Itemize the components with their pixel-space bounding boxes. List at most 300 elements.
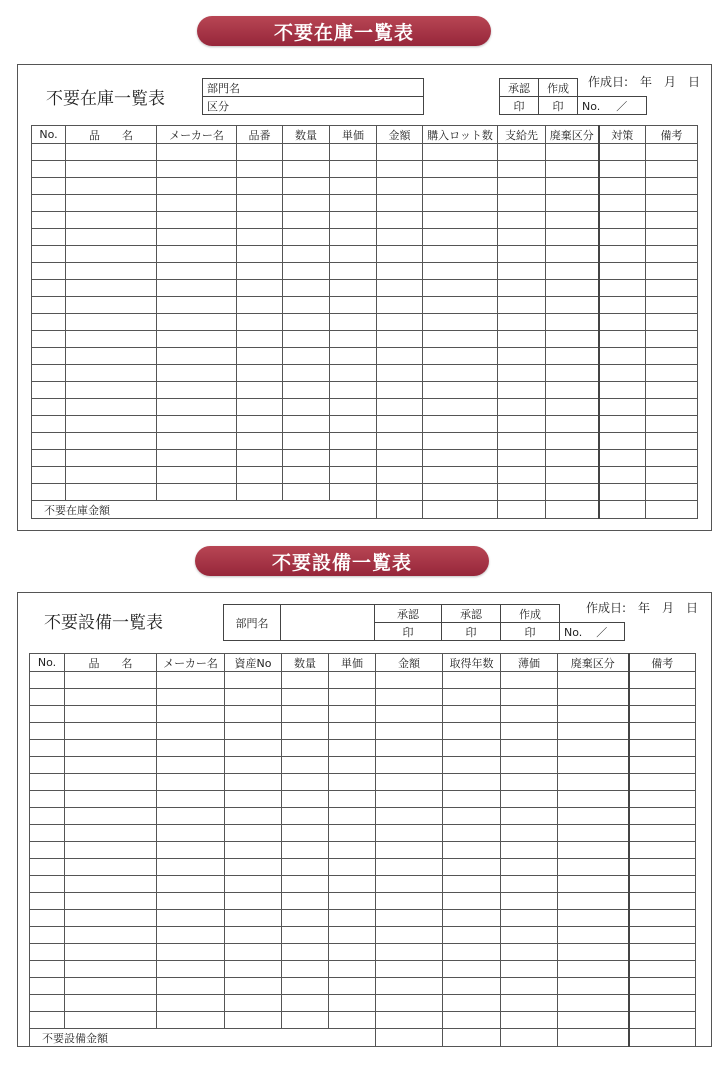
table-cell[interactable] [237,450,283,467]
table-cell[interactable] [157,740,225,757]
table-cell[interactable] [283,144,330,161]
table-cell[interactable] [376,842,443,859]
table-cell[interactable] [157,893,225,910]
table-cell[interactable] [423,263,498,280]
table-cell[interactable] [546,331,599,348]
table-cell[interactable] [283,229,330,246]
table-cell[interactable] [546,399,599,416]
table-cell[interactable] [377,484,423,501]
table-cell[interactable] [558,961,629,978]
table-cell[interactable] [329,961,376,978]
table-cell[interactable] [558,944,629,961]
table-cell[interactable] [283,365,330,382]
table-cell[interactable] [157,144,237,161]
table-cell[interactable] [646,195,698,212]
table-cell[interactable] [558,672,629,689]
table-cell[interactable] [501,859,558,876]
table-cell[interactable] [283,331,330,348]
table-cell[interactable] [377,144,423,161]
table-cell[interactable] [443,978,501,995]
table-cell[interactable] [330,314,377,331]
table-cell[interactable] [629,995,696,1012]
table-cell[interactable] [376,706,443,723]
table-cell[interactable] [329,740,376,757]
table-cell[interactable] [66,382,157,399]
table-cell[interactable] [157,348,237,365]
total-cell[interactable] [423,501,498,519]
table-cell[interactable] [32,348,66,365]
table-cell[interactable] [376,893,443,910]
table-cell[interactable] [629,808,696,825]
table-cell[interactable] [157,944,225,961]
total-cell[interactable] [646,501,698,519]
table-cell[interactable] [65,910,157,927]
total-cell[interactable] [443,1029,501,1047]
table-cell[interactable] [32,144,66,161]
table-cell[interactable] [423,229,498,246]
dept-name-field[interactable]: 部門名 [203,79,424,97]
table-cell[interactable] [32,297,66,314]
table-cell[interactable] [423,246,498,263]
table-cell[interactable] [558,774,629,791]
table-cell[interactable] [32,195,66,212]
table-cell[interactable] [30,825,65,842]
table-cell[interactable] [376,927,443,944]
table-cell[interactable] [443,944,501,961]
total-cell[interactable] [629,1029,696,1047]
table-cell[interactable] [443,859,501,876]
table-cell[interactable] [377,314,423,331]
table-cell[interactable] [32,178,66,195]
table-cell[interactable] [501,706,558,723]
table-cell[interactable] [237,365,283,382]
table-cell[interactable] [629,876,696,893]
table-cell[interactable] [65,927,157,944]
table-cell[interactable] [629,927,696,944]
table-cell[interactable] [558,995,629,1012]
table-cell[interactable] [646,297,698,314]
table-cell[interactable] [283,263,330,280]
table-cell[interactable] [66,314,157,331]
table-cell[interactable] [501,910,558,927]
table-cell[interactable] [599,365,646,382]
table-cell[interactable] [498,484,546,501]
table-cell[interactable] [546,382,599,399]
table-cell[interactable] [330,195,377,212]
table-cell[interactable] [377,195,423,212]
table-cell[interactable] [376,859,443,876]
table-cell[interactable] [423,144,498,161]
table-cell[interactable] [283,246,330,263]
table-cell[interactable] [66,331,157,348]
table-cell[interactable] [377,348,423,365]
table-cell[interactable] [330,484,377,501]
table-cell[interactable] [599,348,646,365]
table-cell[interactable] [376,825,443,842]
table-cell[interactable] [282,689,329,706]
table-cell[interactable] [225,808,282,825]
table-cell[interactable] [443,774,501,791]
table-cell[interactable] [501,995,558,1012]
table-cell[interactable] [65,808,157,825]
table-cell[interactable] [423,314,498,331]
table-cell[interactable] [629,978,696,995]
table-cell[interactable] [30,893,65,910]
table-cell[interactable] [329,910,376,927]
table-cell[interactable] [283,467,330,484]
classification-field[interactable]: 区分 [203,97,424,115]
table-cell[interactable] [283,416,330,433]
table-cell[interactable] [157,280,237,297]
table-cell[interactable] [32,450,66,467]
table-cell[interactable] [423,297,498,314]
table-cell[interactable] [283,178,330,195]
table-cell[interactable] [157,910,225,927]
table-cell[interactable] [376,910,443,927]
table-cell[interactable] [282,876,329,893]
table-cell[interactable] [423,450,498,467]
table-cell[interactable] [330,365,377,382]
table-cell[interactable] [330,399,377,416]
table-cell[interactable] [629,910,696,927]
table-cell[interactable] [443,910,501,927]
table-cell[interactable] [329,944,376,961]
table-cell[interactable] [157,467,237,484]
table-cell[interactable] [30,1012,65,1029]
table-cell[interactable] [282,995,329,1012]
table-cell[interactable] [157,450,237,467]
table-cell[interactable] [66,246,157,263]
table-cell[interactable] [599,144,646,161]
table-cell[interactable] [599,382,646,399]
table-cell[interactable] [599,212,646,229]
table-cell[interactable] [376,774,443,791]
table-cell[interactable] [225,740,282,757]
table-cell[interactable] [225,859,282,876]
table-cell[interactable] [330,348,377,365]
table-cell[interactable] [646,263,698,280]
table-cell[interactable] [329,927,376,944]
table-cell[interactable] [157,876,225,893]
table-cell[interactable] [646,212,698,229]
table-cell[interactable] [32,467,66,484]
table-cell[interactable] [65,893,157,910]
table-cell[interactable] [65,774,157,791]
table-cell[interactable] [330,467,377,484]
table-cell[interactable] [546,467,599,484]
table-cell[interactable] [282,791,329,808]
table-cell[interactable] [237,178,283,195]
table-cell[interactable] [329,672,376,689]
table-cell[interactable] [377,433,423,450]
table-cell[interactable] [66,144,157,161]
table-cell[interactable] [498,399,546,416]
table-cell[interactable] [157,859,225,876]
table-cell[interactable] [330,280,377,297]
table-cell[interactable] [237,331,283,348]
table-cell[interactable] [558,842,629,859]
table-cell[interactable] [546,348,599,365]
table-cell[interactable] [282,723,329,740]
table-cell[interactable] [329,706,376,723]
table-cell[interactable] [443,706,501,723]
table-cell[interactable] [66,416,157,433]
table-cell[interactable] [225,893,282,910]
table-cell[interactable] [282,672,329,689]
table-cell[interactable] [225,910,282,927]
table-cell[interactable] [330,144,377,161]
table-cell[interactable] [157,774,225,791]
table-cell[interactable] [546,212,599,229]
table-cell[interactable] [32,484,66,501]
table-cell[interactable] [329,791,376,808]
table-cell[interactable] [423,195,498,212]
table-cell[interactable] [599,229,646,246]
table-cell[interactable] [498,382,546,399]
table-cell[interactable] [646,331,698,348]
table-cell[interactable] [225,689,282,706]
table-cell[interactable] [30,910,65,927]
table-cell[interactable] [237,416,283,433]
table-cell[interactable] [329,859,376,876]
table-cell[interactable] [377,382,423,399]
table-cell[interactable] [225,961,282,978]
total-cell[interactable] [599,501,646,519]
table-cell[interactable] [376,876,443,893]
table-cell[interactable] [501,1012,558,1029]
table-cell[interactable] [157,825,225,842]
table-cell[interactable] [225,978,282,995]
total-cell[interactable] [501,1029,558,1047]
table-cell[interactable] [377,212,423,229]
table-cell[interactable] [599,399,646,416]
table-cell[interactable] [546,365,599,382]
table-cell[interactable] [629,859,696,876]
table-cell[interactable] [283,195,330,212]
table-cell[interactable] [157,808,225,825]
table-cell[interactable] [32,161,66,178]
table-cell[interactable] [32,399,66,416]
table-cell[interactable] [646,416,698,433]
table-cell[interactable] [558,859,629,876]
table-cell[interactable] [237,467,283,484]
table-cell[interactable] [501,944,558,961]
table-cell[interactable] [157,995,225,1012]
table-cell[interactable] [282,859,329,876]
table-cell[interactable] [646,178,698,195]
table-cell[interactable] [558,757,629,774]
table-cell[interactable] [629,706,696,723]
table-cell[interactable] [157,791,225,808]
table-cell[interactable] [501,825,558,842]
table-cell[interactable] [599,161,646,178]
table-cell[interactable] [599,484,646,501]
table-cell[interactable] [501,740,558,757]
table-cell[interactable] [330,263,377,280]
table-cell[interactable] [558,706,629,723]
table-cell[interactable] [423,382,498,399]
table-cell[interactable] [629,774,696,791]
table-cell[interactable] [65,876,157,893]
table-cell[interactable] [558,893,629,910]
table-cell[interactable] [157,331,237,348]
table-cell[interactable] [546,246,599,263]
table-cell[interactable] [30,995,65,1012]
table-cell[interactable] [237,382,283,399]
table-cell[interactable] [423,399,498,416]
table-cell[interactable] [443,995,501,1012]
table-cell[interactable] [30,672,65,689]
table-cell[interactable] [558,978,629,995]
table-cell[interactable] [558,910,629,927]
table-cell[interactable] [157,433,237,450]
table-cell[interactable] [423,212,498,229]
table-cell[interactable] [629,961,696,978]
create-seal[interactable]: 印 [501,623,560,641]
form-number-field[interactable] [560,623,625,641]
table-cell[interactable] [377,331,423,348]
total-cell[interactable] [376,1029,443,1047]
table-cell[interactable] [30,808,65,825]
table-cell[interactable] [66,263,157,280]
table-cell[interactable] [157,161,237,178]
table-cell[interactable] [546,450,599,467]
table-cell[interactable] [501,774,558,791]
table-cell[interactable] [376,791,443,808]
table-cell[interactable] [66,178,157,195]
table-cell[interactable] [30,944,65,961]
table-cell[interactable] [329,893,376,910]
table-cell[interactable] [283,399,330,416]
table-cell[interactable] [629,689,696,706]
table-cell[interactable] [498,433,546,450]
table-cell[interactable] [423,348,498,365]
approve1-seal[interactable]: 印 [375,623,442,641]
table-cell[interactable] [330,178,377,195]
table-cell[interactable] [225,842,282,859]
table-cell[interactable] [629,723,696,740]
table-cell[interactable] [65,961,157,978]
table-cell[interactable] [376,1012,443,1029]
table-cell[interactable] [282,774,329,791]
table-cell[interactable] [157,672,225,689]
table-cell[interactable] [546,229,599,246]
table-cell[interactable] [330,297,377,314]
total-cell[interactable] [558,1029,629,1047]
table-cell[interactable] [646,314,698,331]
table-cell[interactable] [629,842,696,859]
table-cell[interactable] [157,297,237,314]
table-cell[interactable] [443,740,501,757]
table-cell[interactable] [377,229,423,246]
table-cell[interactable] [646,246,698,263]
table-cell[interactable] [30,978,65,995]
table-cell[interactable] [282,927,329,944]
table-cell[interactable] [283,314,330,331]
table-cell[interactable] [498,416,546,433]
table-cell[interactable] [498,229,546,246]
table-cell[interactable] [157,229,237,246]
table-cell[interactable] [282,740,329,757]
table-cell[interactable] [157,382,237,399]
table-cell[interactable] [443,961,501,978]
table-cell[interactable] [65,1012,157,1029]
table-cell[interactable] [66,365,157,382]
table-cell[interactable] [498,331,546,348]
table-cell[interactable] [501,842,558,859]
table-cell[interactable] [646,144,698,161]
table-cell[interactable] [376,757,443,774]
table-cell[interactable] [30,723,65,740]
table-cell[interactable] [65,859,157,876]
table-cell[interactable] [157,927,225,944]
table-cell[interactable] [558,791,629,808]
table-cell[interactable] [237,229,283,246]
table-cell[interactable] [498,450,546,467]
table-cell[interactable] [498,297,546,314]
table-cell[interactable] [237,297,283,314]
table-cell[interactable] [443,842,501,859]
table-cell[interactable] [546,314,599,331]
table-cell[interactable] [546,433,599,450]
table-cell[interactable] [283,433,330,450]
table-cell[interactable] [646,348,698,365]
table-cell[interactable] [443,893,501,910]
table-cell[interactable] [501,978,558,995]
table-cell[interactable] [157,842,225,859]
table-cell[interactable] [629,791,696,808]
table-cell[interactable] [443,723,501,740]
table-cell[interactable] [443,808,501,825]
table-cell[interactable] [423,161,498,178]
table-cell[interactable] [599,297,646,314]
table-cell[interactable] [498,348,546,365]
table-cell[interactable] [629,672,696,689]
table-cell[interactable] [546,263,599,280]
table-cell[interactable] [330,382,377,399]
table-cell[interactable] [599,450,646,467]
table-cell[interactable] [629,757,696,774]
table-cell[interactable] [646,382,698,399]
table-cell[interactable] [501,689,558,706]
table-cell[interactable] [629,944,696,961]
table-cell[interactable] [283,161,330,178]
table-cell[interactable] [377,467,423,484]
table-cell[interactable] [329,876,376,893]
table-cell[interactable] [157,689,225,706]
table-cell[interactable] [498,195,546,212]
table-cell[interactable] [546,178,599,195]
table-cell[interactable] [66,467,157,484]
table-cell[interactable] [546,484,599,501]
create-seal[interactable]: 印 [539,97,578,115]
table-cell[interactable] [225,774,282,791]
table-cell[interactable] [376,944,443,961]
table-cell[interactable] [501,961,558,978]
table-cell[interactable] [376,808,443,825]
table-cell[interactable] [237,348,283,365]
table-cell[interactable] [498,212,546,229]
table-cell[interactable] [65,944,157,961]
table-cell[interactable] [157,399,237,416]
table-cell[interactable] [330,331,377,348]
total-cell[interactable] [546,501,599,519]
table-cell[interactable] [498,280,546,297]
table-cell[interactable] [501,723,558,740]
table-cell[interactable] [558,740,629,757]
table-cell[interactable] [66,161,157,178]
table-cell[interactable] [282,757,329,774]
